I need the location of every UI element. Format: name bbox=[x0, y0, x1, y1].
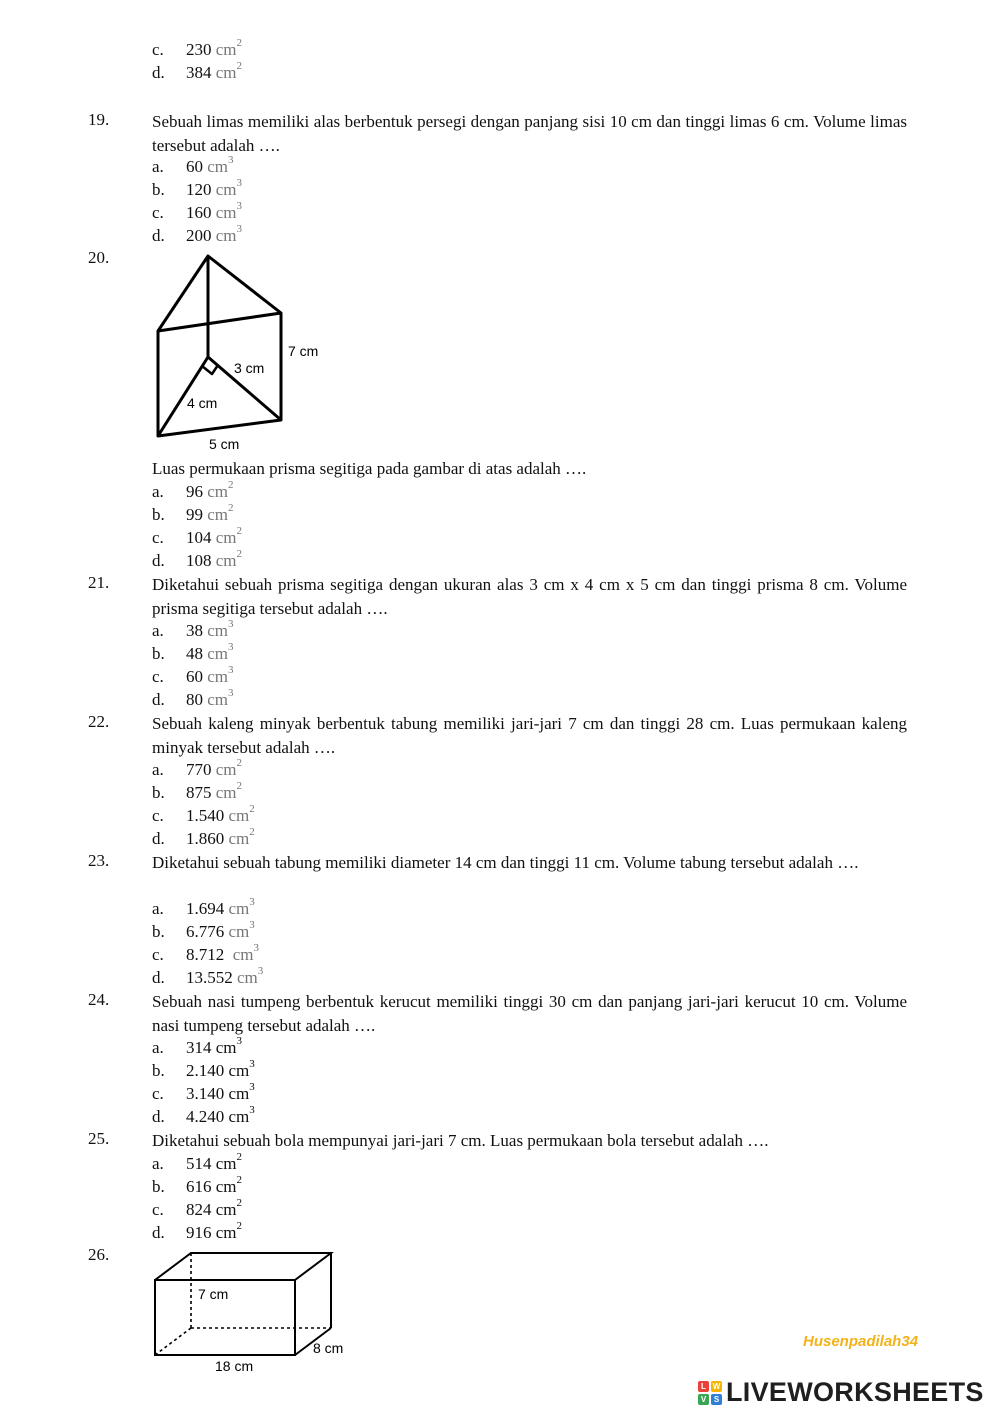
q23-option-b[interactable]: b. 6.776 $cm^3$ bbox=[152, 919, 255, 941]
logo-tile: V bbox=[698, 1394, 709, 1405]
base-5cm-label: 5 cm bbox=[209, 436, 240, 452]
q20-option-a[interactable]: a. 96 $cm^2$ bbox=[152, 479, 234, 501]
question-number-19: 19. bbox=[88, 110, 110, 129]
q20-option-c[interactable]: c. 104 $cm^2$ bbox=[152, 525, 243, 547]
option-letter: d. bbox=[152, 63, 165, 82]
side-4cm-label: 4 cm bbox=[187, 395, 218, 411]
q23-option-d[interactable]: d. 13.552 $cm^3$ bbox=[152, 965, 264, 987]
question-number-24: 24. bbox=[88, 990, 110, 1009]
q23-option-c[interactable]: c. 8.712 $cm^3$ bbox=[152, 942, 260, 964]
q21-option-a[interactable]: a. 38 $cm^3$ bbox=[152, 618, 234, 640]
q23-option-a[interactable]: a. 1.694 $cm^3$ bbox=[152, 896, 255, 918]
q22-option-d[interactable]: d. 1.860 $cm^2$ bbox=[152, 826, 255, 848]
logo-tile: W bbox=[712, 1381, 721, 1391]
q25-option-a[interactable]: a. 514 $cm^2$ bbox=[152, 1151, 243, 1173]
brand-name: LIVEWORKSHEETS bbox=[726, 1377, 984, 1407]
question-text-20: Luas permukaan prisma segitiga pada gambar di atas adalah …. bbox=[152, 459, 587, 478]
q20-option-b[interactable]: b. 99 $cm^2$ bbox=[152, 502, 234, 524]
q25-option-b[interactable]: b. 616 $cm^2$ bbox=[152, 1174, 243, 1196]
q25-option-c[interactable]: c. 824 $cm^2$ bbox=[152, 1197, 243, 1219]
cuboid-width-label: 8 cm bbox=[313, 1340, 344, 1356]
q19-option-b[interactable]: b. 120 $cm^3$ bbox=[152, 177, 243, 199]
cuboid-length-label: 18 cm bbox=[215, 1358, 254, 1372]
q25-option-d[interactable]: d. 916 $cm^2$ bbox=[152, 1220, 243, 1242]
q22-option-a[interactable]: a. 770 $cm^2$ bbox=[152, 757, 243, 779]
cuboid-figure bbox=[145, 1248, 365, 1372]
question-number-23: 23. bbox=[88, 851, 110, 870]
cuboid-height-label: 7 cm bbox=[198, 1286, 229, 1302]
option-value: 384 $cm^2$ bbox=[186, 60, 243, 82]
question-text-22: Sebuah kaleng minyak berbentuk tabung memiliki jari-jari 7 cm dan tinggi 28 cm. Luas permukaan kaleng minyak tersebut adalah …. bbox=[152, 714, 907, 757]
logo-tile: L bbox=[698, 1381, 709, 1392]
q22-option-c[interactable]: c. 1.540 $cm^2$ bbox=[152, 803, 255, 825]
height-label: 7 cm bbox=[288, 343, 319, 359]
liveworksheets-brand bbox=[698, 1377, 984, 1408]
option-letter: c. bbox=[152, 40, 164, 59]
q21-option-d[interactable]: d. 80 $cm^3$ bbox=[152, 687, 234, 709]
q20-option-d[interactable]: d. 108 $cm^2$ bbox=[152, 548, 243, 570]
triangular-prism-figure bbox=[140, 250, 340, 455]
question-number-21: 21. bbox=[88, 573, 110, 592]
question-number-20: 20. bbox=[88, 248, 110, 267]
q19-option-a[interactable]: a. 60 $cm^3$ bbox=[152, 154, 234, 176]
question-number-26: 26. bbox=[88, 1245, 110, 1264]
q18-option-d bbox=[0, 61, 1000, 84]
question-text-19: Sebuah limas memiliki alas berbentuk persegi dengan panjang sisi 10 cm dan tinggi limas 6 cm. Volume limas tersebut adalah …. bbox=[152, 112, 907, 155]
q24-option-a[interactable]: a. 314 $cm^3$ bbox=[152, 1035, 243, 1057]
question-text-21: Diketahui sebuah prisma segitiga dengan ukuran alas 3 cm x 4 cm x 5 cm dan tinggi prisma 8 cm. Volume prisma segitiga tersebut adalah …. bbox=[152, 575, 907, 618]
prism-top-face bbox=[158, 256, 281, 331]
q19-option-c[interactable]: c. 160 $cm^3$ bbox=[152, 200, 243, 222]
question-text-24: Sebuah nasi tumpeng berbentuk kerucut memiliki tinggi 30 cm dan panjang jari-jari kerucut 10 cm. Volume nasi tumpeng tersebut adalah …. bbox=[152, 992, 907, 1035]
liveworksheets-logo-icon bbox=[698, 1381, 722, 1405]
cuboid-top-back-edges bbox=[155, 1253, 331, 1280]
question-number-22: 22. bbox=[88, 712, 110, 731]
question-text-25: Diketahui sebuah bola mempunyai jari-jari 7 cm. Luas permukaan bola tersebut adalah …. bbox=[152, 1131, 769, 1150]
q21-option-c[interactable]: c. 60 $cm^3$ bbox=[152, 664, 234, 686]
option-value: 230 $cm^2$ bbox=[186, 37, 243, 59]
q22-option-b[interactable]: b. 875 $cm^2$ bbox=[152, 780, 243, 802]
q24-option-d[interactable]: d. 4.240 $cm^3$ bbox=[152, 1104, 255, 1126]
q24-option-b[interactable]: b. 2.140 $cm^3$ bbox=[152, 1058, 255, 1080]
question-number-25: 25. bbox=[88, 1129, 110, 1148]
right-angle-marker bbox=[202, 365, 218, 374]
logo-tile: S bbox=[711, 1394, 722, 1405]
q19-option-d[interactable]: d. 200 $cm^3$ bbox=[152, 223, 243, 245]
q24-option-c[interactable]: c. 3.140 $cm^3$ bbox=[152, 1081, 255, 1103]
cuboid-hidden-depth bbox=[155, 1328, 191, 1355]
q21-option-b[interactable]: b. 48 $cm^3$ bbox=[152, 641, 234, 663]
question-text-23: Diketahui sebuah tabung memiliki diameter 14 cm dan tinggi 11 cm. Volume tabung tersebut adalah …. bbox=[152, 853, 859, 872]
author-watermark: Husenpadilah34 bbox=[803, 1333, 919, 1350]
q18-option-c bbox=[0, 38, 1000, 61]
side-3cm-label: 3 cm bbox=[234, 360, 265, 376]
